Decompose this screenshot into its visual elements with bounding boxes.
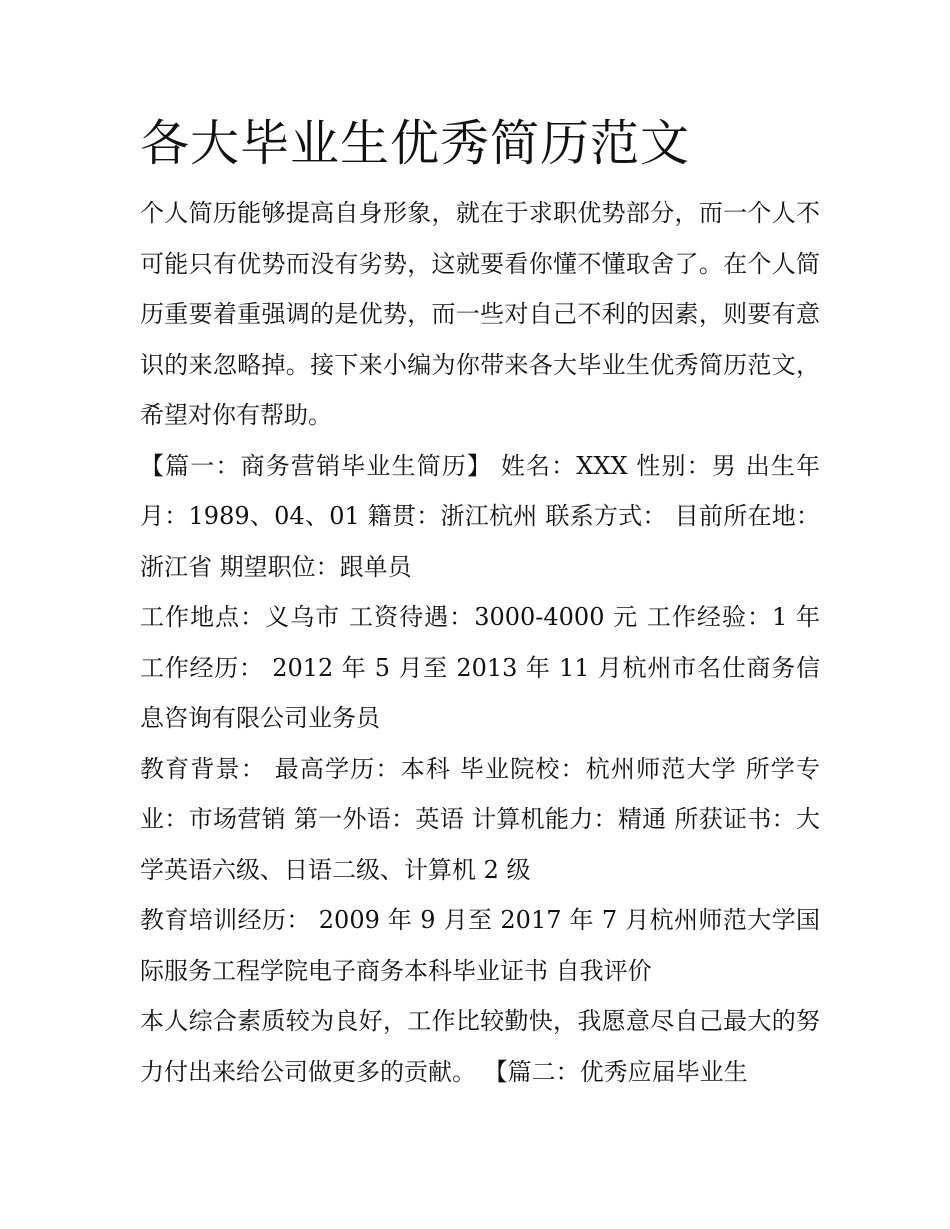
education-background-paragraph: 教育背景： 最高学历：本科 毕业院校：杭州师范大学 所学专业：市场营销 第一外语：英语 计算机能力：精通 所获证书：大学英语六级、日语二级、计算机 2 级: [140, 754, 820, 884]
document-title: 各大毕业生优秀简历范文: [140, 115, 691, 172]
self-evaluation-paragraph: 本人综合素质较为良好，工作比较勤快，我愿意尽自己最大的努力付出来给公司做更多的贡献。 【篇二：优秀应届毕业生: [140, 1007, 820, 1086]
work-info-paragraph: 工作地点：义乌市 工资待遇：3000-4000 元 工作经验：1 年 工作经历： 2012 年 5 月至 2013 年 11 月杭州市名仕商务信息咨询有限公司业务员: [140, 603, 820, 732]
resume-basic-info-paragraph: 【篇一：商务营销毕业生简历】 姓名：XXX 性别：男 出生年月：1989、04、01 籍贯：浙江杭州 联系方式： 目前所在地：浙江省 期望职位：跟单员: [140, 451, 820, 581]
document-page: [140, 112, 820, 1097]
education-training-paragraph: 教育培训经历： 2009 年 9 月至 2017 年 7 月杭州师范大学国际服务工程学院电子商务本科毕业证书 自我评价: [140, 906, 820, 985]
intro-paragraph: 个人简历能够提高自身形象，就在于求职优势部分，而一个人不可能只有优势而没有劣势，这就要看你懂不懂取舍了。在个人简历重要着重强调的是优势，而一些对自己不利的因素，则要有意识的来忽略掉。接下来小编为你带来各大毕业生优秀简历范文，希望对你有帮助。: [140, 199, 820, 429]
